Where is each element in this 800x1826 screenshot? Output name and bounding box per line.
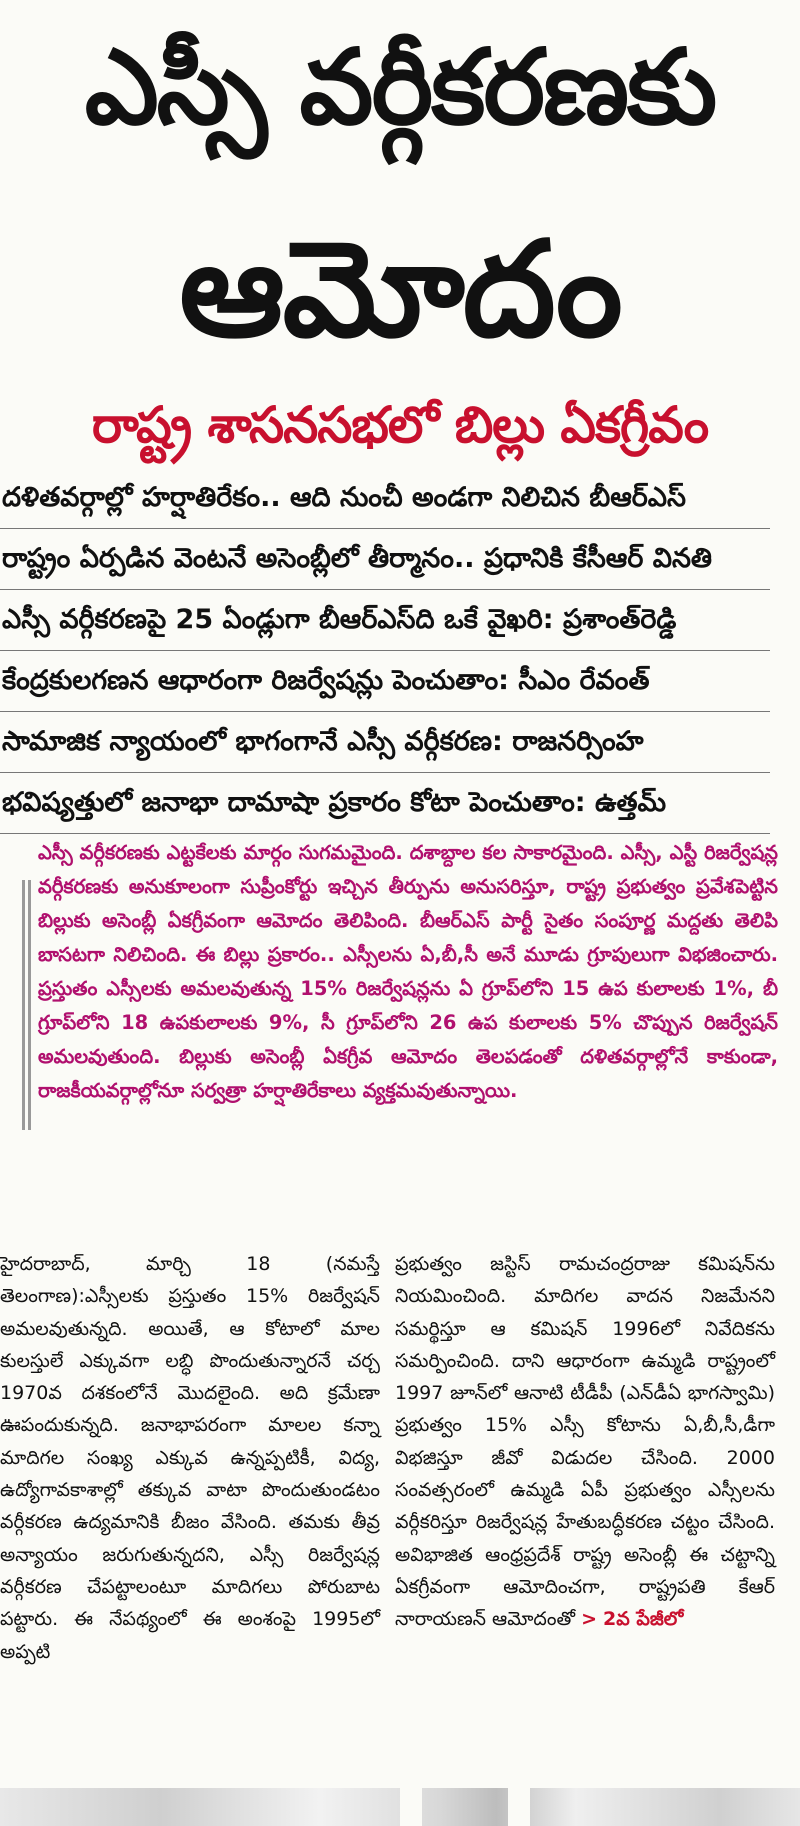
continued-link[interactable]: 2వ పేజీలో [603,1608,684,1631]
article-column-left: హైదరాబాద్, మార్చి 18 (నమస్తే తెలంగాణ):ఎస్సీలకు ప్రస్తుతం 15% రిజర్వేషన్ అమలవుతున్నది. అయితే, ఆ కోటాలో మాల కులస్తులే ఎక్కువగా లబ్ధి పొందుతున్నారనే చర్చ 1970వ దశకంలోనే మొదలైంది. అది క్రమేణా ఊపందుకున్నది. జనాభాపరంగా మాలల కన్నా మాదిగల సంఖ్య ఎక్కువ ఉన్నప్పటికీ, విద్య, ఉద్యోగావకాశాల్లో తక్కువ వాటా పొందుతుండటం వర్గీకరణ ఉద్యమానికి బీజం వేసింది. తమకు తీవ్ర అన్యాయం జరుగుతున్నదని, ఎస్సీ రిజర్వేషన్ల వర్గీకరణ చేపట్టాలంటూ మాదిగలు పోరుబాట పట్టారు. ఈ నేపథ్యంలో ఈ అంశంపై 1995లో అప్పటి [0,1253,380,1663]
key-point: ఎస్సీ వర్గీకరణపై 25 ఏండ్లుగా బీఆర్ఎస్‌ది ఒకే వైఖరి: ప్రశాంత్‌రెడ్డి [0,590,770,651]
photo-divider [400,1788,422,1826]
article-column-right [395,1248,775,1636]
intro-divider [28,880,31,1130]
intro-divider [22,880,25,1130]
key-points-list [0,468,770,834]
article-column-right-text: ప్రభుత్వం జస్టిస్ రామచంద్రరాజు కమిషన్‌ను నియమించింది. మాదిగల వాదన నిజమేనని సమర్థిస్తూ ఆ కమిషన్ 1996లో నివేదికను సమర్పించింది. దాని ఆధారంగా ఉమ్మడి రాష్ట్రంలో 1997 జూన్‌లో ఆనాటి టీడీపీ (ఎన్‌డీఏ భాగస్వామి) ప్రభుత్వం 15% ఎస్సీ కోటాను ఏ,బీ,సీ,డీగా విభజిస్తూ జీవో విడుదల చేసింది. 2000 సంవత్సరంలో ఉమ్మడి ఏపీ ప్రభుత్వం ఎస్సీలను వర్గీకరిస్తూ రిజర్వేషన్ల హేతుబద్ధీకరణ చట్టం చేసింది. అవిభాజిత ఆంధ్రప్రదేశ్ రాష్ట్ర అసెంబ్లీ ఈ చట్టాన్ని ఏకగ్రీవంగా ఆమోదించగా, రాష్ట్రపతి కేఆర్ నారాయణన్ ఆమోదంతో [395,1253,775,1631]
continued-marker-icon: > [581,1608,597,1631]
key-point: సామాజిక న్యాయంలో భాగంగానే ఎస్సీ వర్గీకరణ: రాజనర్సింహ [0,712,770,773]
key-point: రాష్ట్రం ఏర్పడిన వెంటనే అసెంబ్లీలో తీర్మానం.. ప్రధానికి కేసీఆర్ వినతి [0,529,770,590]
subheadline: రాష్ట్ర శాసనసభలో బిల్లు ఏకగ్రీవం [91,396,709,454]
headline-line1: ఎస్సీ వర్గీకరణకు [84,26,716,148]
intro-paragraph: ఎస్సీ వర్గీకరణకు ఎట్టకేలకు మార్గం సుగమమైంది. దశాబ్దాల కల సాకారమైంది. ఎస్సీ, ఎస్టీ రిజర్వేషన్ల వర్గీకరణకు అనుకూలంగా సుప్రీంకోర్టు ఇచ్చిన తీర్పును అనుసరిస్తూ, రాష్ట్ర ప్రభుత్వం ప్రవేశపెట్టిన బిల్లుకు అసెంబ్లీ ఏకగ్రీవంగా ఆమోదం తెలిపింది. బీఆర్ఎస్ పార్టీ సైతం సంపూర్ణ మద్దతు తెలిపి బాసటగా నిలిచింది. ఈ బిల్లు ప్రకారం.. ఎస్సీలను ఏ,బీ,సీ అనే మూడు గ్రూపులుగా విభజించారు. ప్రస్తుతం ఎస్సీలకు అమలవుతున్న 15% రిజర్వేషన్లను ఏ గ్రూప్‌లోని 15 ఉప కులాలకు 1%, బీ గ్రూప్‌లోని 18 ఉపకులాలకు 9%, సీ గ్రూప్‌లోని 26 ఉప కులాలకు 5% చొప్పున రిజర్వేషన్ అమలవుతుంది. బిల్లుకు అసెంబ్లీ ఏకగ్రీవ ఆమోదం తెలపడంతో దళితవర్గాల్లోనే కాకుండా, రాజకీయవర్గాల్లోనూ సర్వత్రా హర్షాతిరేకాలు వ్యక్తమవుతున్నాయి. [38,841,778,1102]
key-point: భవిష్యత్తులో జనాభా దామాషా ప్రకారం కోటా పెంచుతాం: ఉత్తమ్ [0,773,770,834]
headline-line2: ఆమోదం [179,213,621,367]
key-point: కేంద్రకులగణన ఆధారంగా రిజర్వేషన్లు పెంచుతాం: సీఎం రేవంత్ [0,651,770,712]
photo-divider [508,1788,530,1826]
key-point: దళితవర్గాల్లో హర్షాతిరేకం.. ఆది నుంచీ అండగా నిలిచిన బీఆర్ఎస్ [0,468,770,529]
